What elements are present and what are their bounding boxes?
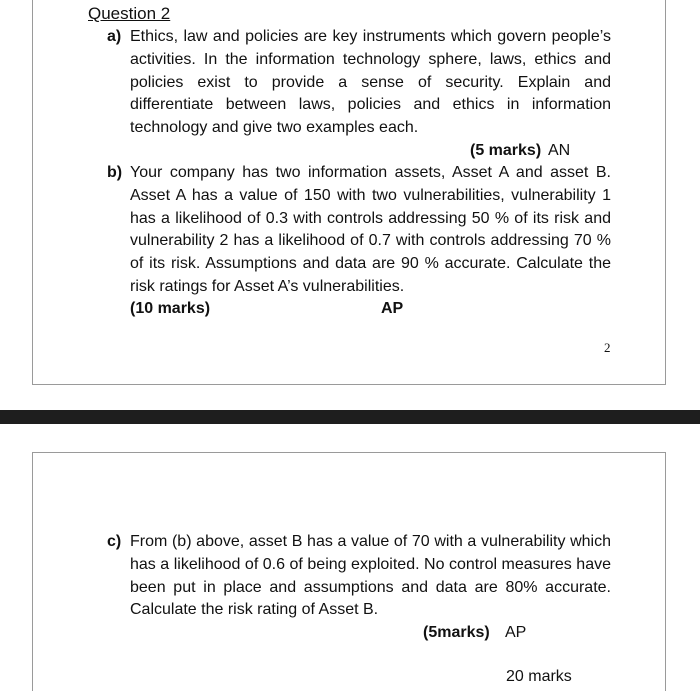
part-b-marks: (10 marks): [130, 300, 211, 317]
question-title: Question 2: [88, 4, 171, 23]
part-a-level: AN: [548, 142, 571, 159]
page-separator: [0, 410, 700, 424]
page-number: 2: [604, 340, 611, 355]
part-b-text: Your company has two information assets, Asset A and asset B. Asset A has a value of 150 with two vulnerabilities, vulnerability 1 has a likelihood of 0.3 with controls addressing 50 % of its risk and vulnerability 2 has a likelihood of 0.7 with controls addressing 70 % of its risk. Assumptions and data are 90 % accurate. Calculate the risk ratings for Asset A’s vulnerabilities.: [130, 164, 611, 295]
part-a-text: Ethics, law and policies are key instruments which govern people’s activities. In the information technology sphere, laws, ethics and policies exist to provide a sense of security. Explain and differentiate between laws, policies and ethics in information technology and give two examples each.: [130, 28, 611, 137]
part-b-level: AP: [381, 300, 404, 317]
part-c-text: From (b) above, asset B has a value of 70 with a vulnerability which has a likelihood of 0.6 of being exploited. No control measures have been put in place and assumptions and data are 80% accurate. Calculate the risk rating of Asset B.: [130, 533, 611, 619]
part-a-marks: (5 marks): [470, 142, 542, 159]
part-c-marks: (5marks): [423, 624, 490, 641]
total-marks: 20 marks: [506, 668, 572, 685]
part-a-label: a): [107, 28, 122, 45]
part-c-level: AP: [505, 624, 527, 641]
part-b-label: b): [107, 164, 123, 181]
part-c-label: c): [107, 533, 122, 550]
